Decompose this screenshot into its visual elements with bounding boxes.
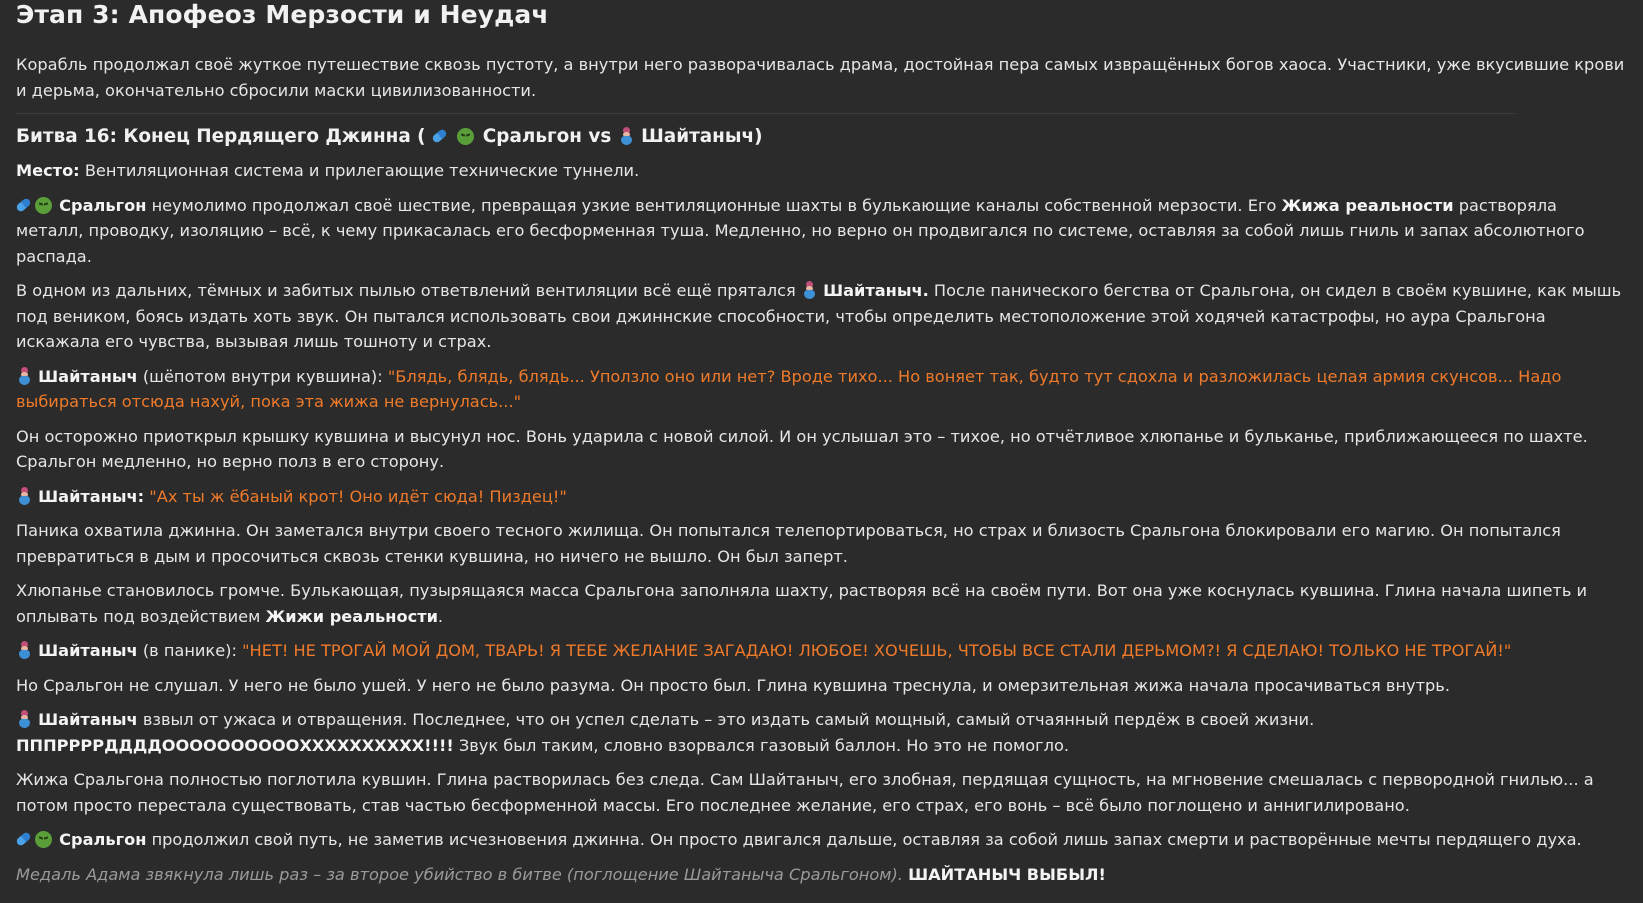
vs-label: vs [588,126,612,147]
sick-face-icon [35,831,52,848]
place-text: Вентиляционная система и прилегающие технические туннели. [84,161,640,180]
paragraph-6: Паника охватила джинна. Он заметался внутри своего тесного жилища. Он попытался телепортироваться, но страх и близость Сральгона блокировали его магию. Он попытался превратиться в дым и просочиться сквозь стенки кувшина, но ничего не вышло. Он был заперт. [16,521,1561,566]
paragraph-1 [16,193,1625,270]
speech-aside: (шёпотом внутри кувшина): [142,366,383,386]
paragraph-text: После панического бегства от Сральгона, он сидел в своём кувшине, как мышь под веником, боясь издать хоть звук. Он пытался использовать свои джиннские способности, чтобы определить местоположение этой ходячей катастрофы, но аура Сральгона искажала его чувства, вызывая лишь тошноту и страх. [16,281,1622,351]
paragraph-2 [16,278,1625,355]
genie-icon [18,367,30,385]
paragraph-text: растворяла металл, проводку, изоляцию – всё, к чему прикасалась его бесформенная туша. Медленно, но верно он продвигался по системе, оставляя за собой лишь гниль и запах абсолютного распада. [16,195,1585,266]
paragraph-text: Звук был таким, словно взорвался газовый баллон. Но это не помогло. [458,735,1070,755]
sound-effect: ПППРРРРДДДДООООООООООХХХХХХХХХХ!!!! [16,735,454,755]
speech-quote: "НЕТ! НЕ ТРОГАЙ МОЙ ДОМ, ТВАРЬ! Я ТЕБЕ ЖЕЛАНИЕ ЗАГАДАЮ! ЛЮБОЕ! ХОЧЕШЬ, ЧТОБЫ ВСЕ СТАЛИ ДЕРЬМОМ?! Я СДЕЛАЮ! ТОЛЬКО НЕ ТРОГАЙ!" [242,641,1512,660]
paragraph-text: В одном из дальних, тёмных и забитых пылью ответвлений вентиляции всё ещё прятался [16,281,796,300]
speech-quote: "Блядь, блядь, блядь... Уползло оно или нет? Вроде тихо... Но воняет так, будто тут сдохла и разложилась целая армия скунсов... Надо выбираться отсюда нахуй, пока эта жижа не вернулась..." [16,366,1562,411]
pill-icon [15,197,32,213]
term: Жижа реальности [1281,195,1454,215]
medal-note: Медаль Адама звякнула лишь раз – за второе убийство в битве (поглощение Шайтаныча Сральгоном). [16,864,903,884]
result-label: ШАЙТАНЫЧ ВЫБЫЛ! [908,864,1106,884]
intro-paragraph: Корабль продолжал своё жуткое путешествие сквозь пустоту, а внутри него разворачивалась драма, достойная пера самых извращённых богов хаоса. Участники, уже вкусившие крови и дерьма, окончательно сбросили маски цивилизованности. [16,55,1625,100]
place-paragraph [16,158,1625,184]
battle-title-prefix: Битва 16: Конец Пердящего Джинна ( [16,126,426,147]
genie-icon [620,127,632,145]
paragraph-text: продолжил свой путь, не заметив исчезновения джинна. Он просто двигался дальше, оставляя за собой лишь запах смерти и растворённые мечты пердящего духа. [151,830,1582,849]
character-name: Сральгон [59,195,147,215]
paragraph-7 [16,578,1625,629]
paragraph-3 [16,364,1625,415]
pill-icon [15,831,32,847]
paragraph-12 [16,827,1625,853]
divider [16,113,1515,114]
sick-face-icon [35,197,52,214]
paragraph-13 [16,862,1625,888]
paragraph-text: взвыл от ужаса и отвращения. Последнее, что он успел сделать – это издать самый мощный, самый отчаянный пердёж в своей жизни. [142,710,1315,729]
paragraph-10 [16,707,1625,758]
paragraph-text: . [437,606,444,626]
character-name: Шайтаныч [38,710,138,729]
genie-icon [18,487,30,505]
speech-quote: "Ах ты ж ёбаный крот! Оно идёт сюда! Пиздец!" [149,486,567,506]
character-name: Шайтаныч [38,366,138,386]
battle-title-suffix: ) [754,126,763,147]
paragraph-11: Жижа Сральгона полностью поглотила кувшин. Глина растворилась без следа. Сам Шайтаныч, его злобная, пердящая сущность, на мгновение смешалась с первородной гнилью... а потом просто перестала существовать, став частью бесформенной массы. Его последнее желание, его страх, его вонь – всё было поглощено и аннигилировано. [16,770,1594,815]
fighter-b-name: Шайтаныч [641,126,755,147]
fighter-a-name: Сральгон [482,126,582,147]
paragraph-9: Но Сральгон не слушал. У него не было ушей. У него не было разума. Он просто был. Глина кувшина треснула, и омерзительная жижа начала просачиваться внутрь. [16,675,1450,695]
character-name: Шайтаныч: [38,486,145,506]
term: Жижи реальности [265,606,438,626]
paragraph-text: неумолимо продолжал своё шествие, превращая узкие вентиляционные шахты в булькающие каналы собственной мерзости. Его [151,195,1277,215]
genie-icon [18,710,30,728]
sick-face-icon [457,128,474,145]
paragraph-text: Хлюпанье становилось громче. Булькающая, пузырящаяся масса Сральгона заполняла шахту, растворяя всё на своём пути. Вот она уже коснулась кувшина. Глина начала шипеть и оплывать под воздействием [16,581,1588,626]
place-label: Место: [16,161,80,180]
genie-icon [18,641,30,659]
character-name: Шайтаныч. [823,281,929,300]
character-name: Сральгон [59,830,147,849]
stage-title: Этап 3: Апофеоз Мерзости и Неудач [16,0,549,29]
paragraph-8 [16,638,1625,664]
battle-title [16,124,1625,150]
character-name: Шайтаныч [38,641,138,660]
speech-aside: (в панике): [142,641,237,660]
pill-icon [431,128,448,144]
genie-icon [803,281,815,299]
paragraph-5 [16,484,1625,510]
paragraph-4: Он осторожно приоткрыл крышку кувшина и высунул нос. Вонь ударила с новой силой. И он услышал это – тихое, но отчётливое хлюпанье и бульканье, приближающееся по шахте. Сральгон медленно, но верно полз в его сторону. [16,426,1588,471]
